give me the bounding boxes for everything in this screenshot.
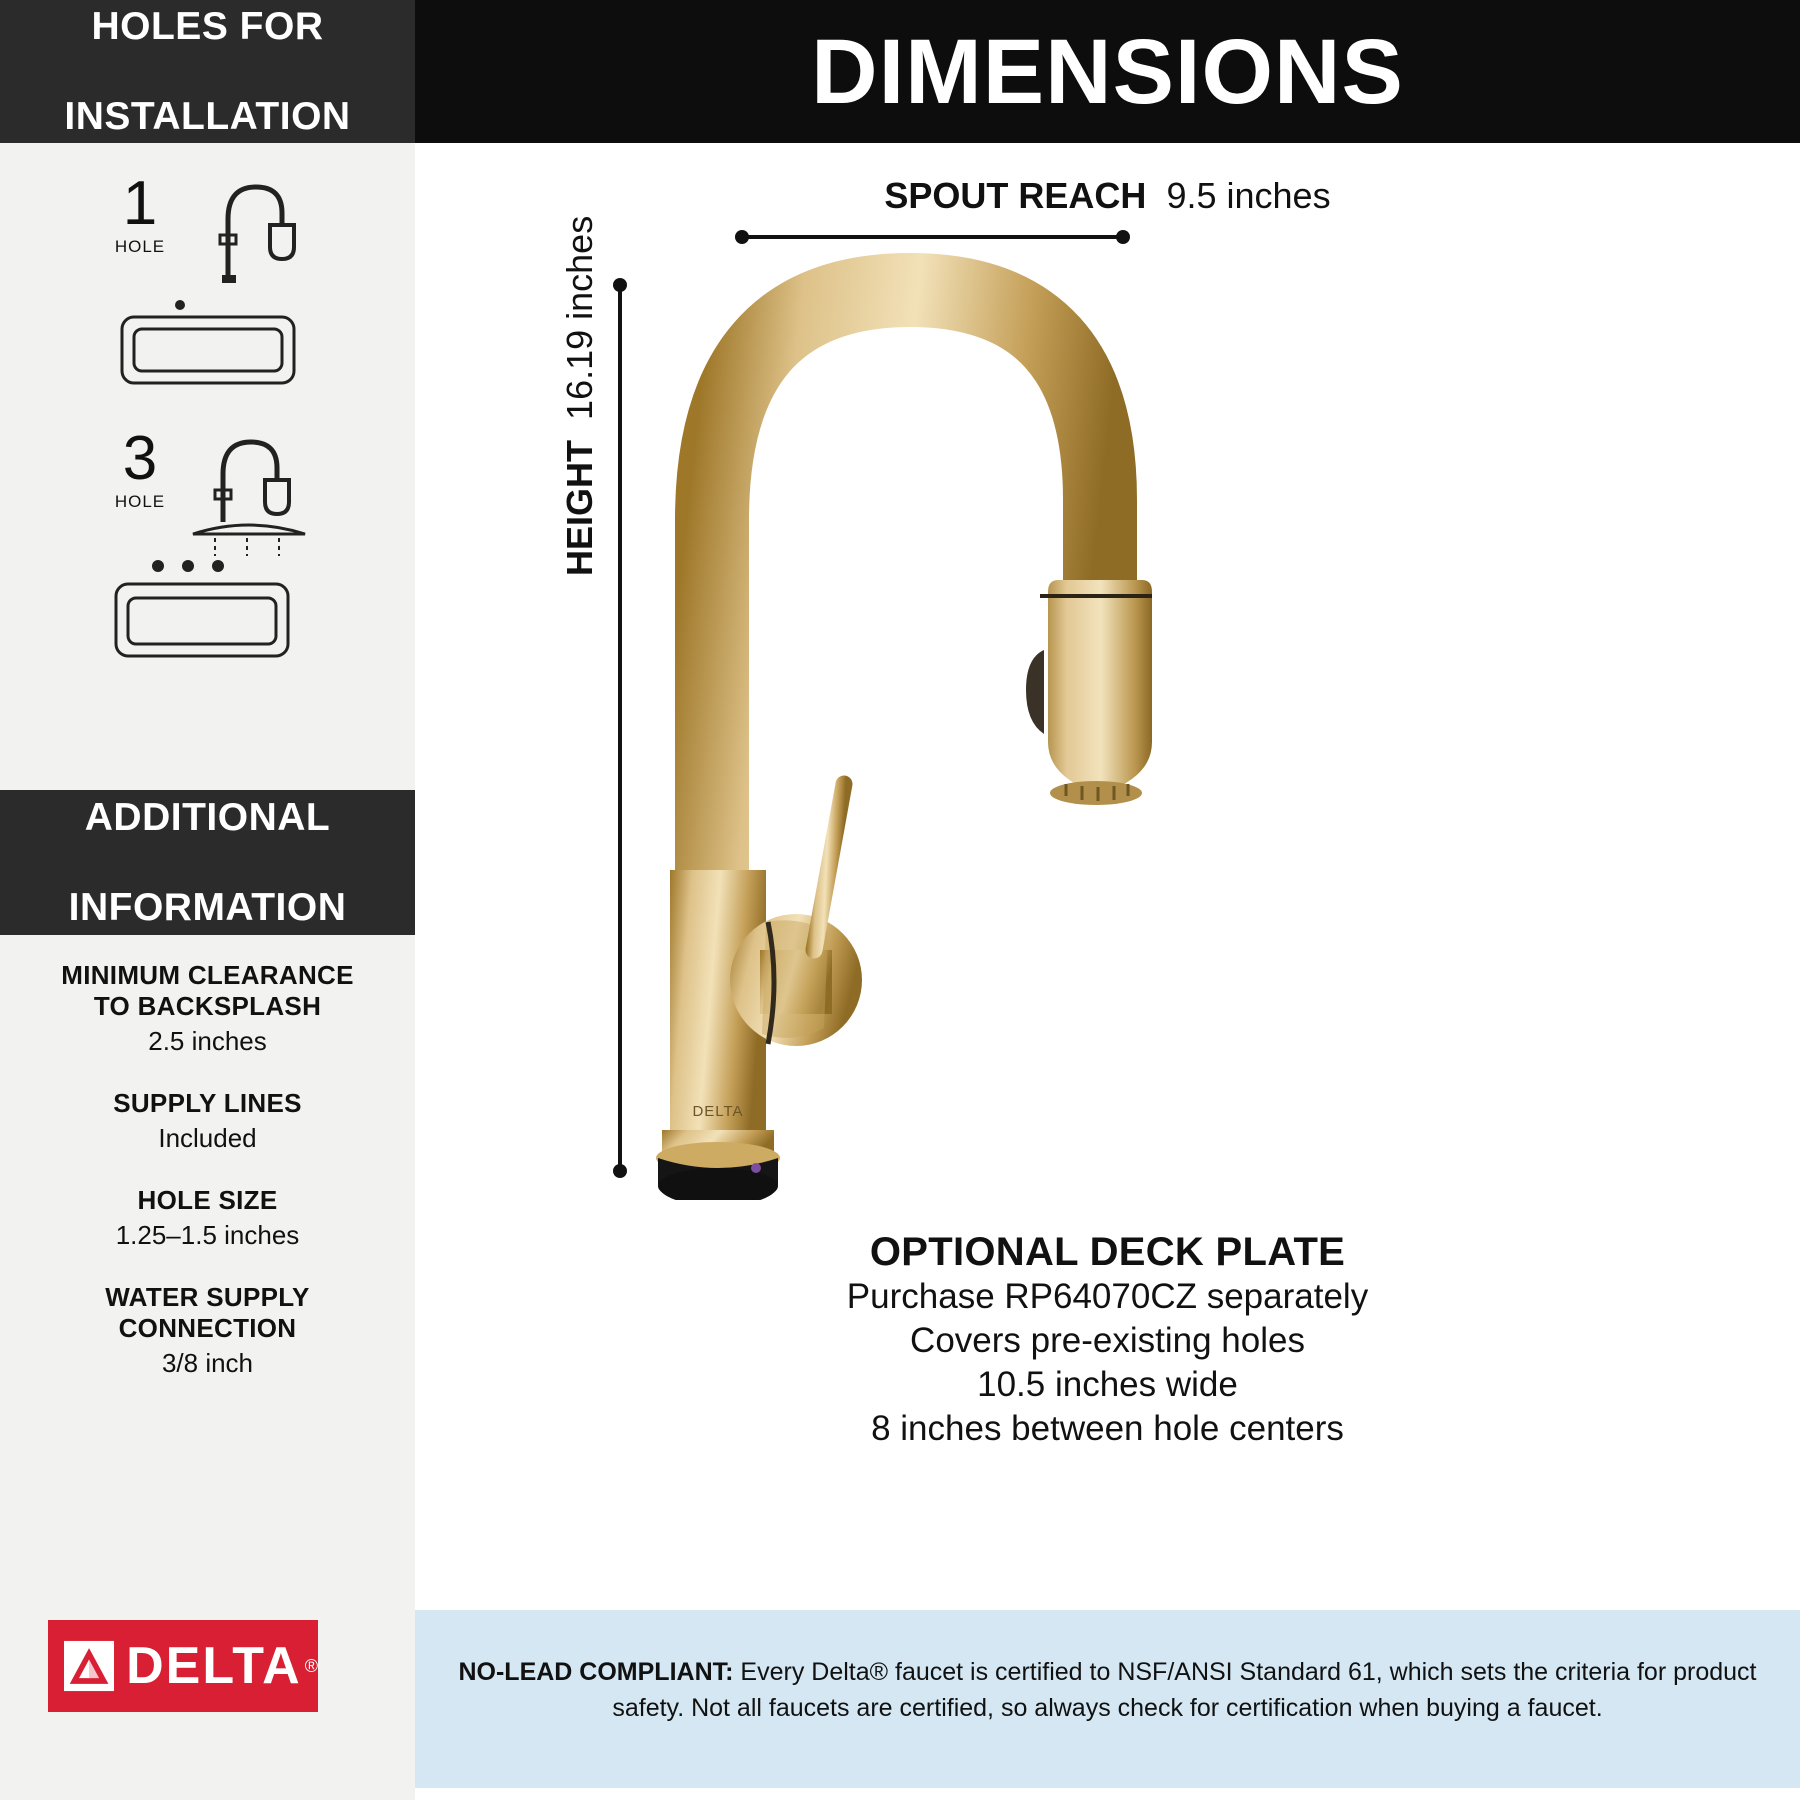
optional-deck-plate-block (415, 1230, 1800, 1451)
dimension-endpoint-left (735, 230, 749, 244)
holes-header-line1: HOLES FOR (91, 5, 324, 48)
sink-outline-icon-3 (112, 556, 292, 666)
page-title: DIMENSIONS (811, 20, 1404, 123)
faucet-drawing (600, 250, 1300, 1200)
info-item-hole-size (0, 1185, 415, 1252)
holes-for-installation-header (0, 0, 415, 143)
spout-reach-title: SPOUT REACH (884, 175, 1147, 216)
dimension-endpoint-right (1116, 230, 1130, 244)
info-value: 3/8 inch (161, 1348, 254, 1378)
hole-option-3 (0, 424, 415, 700)
additional-information-list (0, 960, 415, 1410)
delta-registered-mark: ® (304, 1655, 318, 1676)
additional-header-line1: ADDITIONAL (84, 796, 331, 839)
spout-reach-value: 9.5 inches (1166, 175, 1331, 216)
info-title-line1: SUPPLY LINES (113, 1088, 302, 1118)
height-value: 16.19 inches (559, 215, 600, 420)
faucet-illustration (600, 250, 1300, 1200)
holes-header-line2: INSTALLATION (64, 95, 351, 138)
holes-header-text (64, 4, 350, 139)
deck-plate-title: OPTIONAL DECK PLATE (869, 1230, 1346, 1274)
spout-reach-dimension-line (735, 230, 1130, 244)
sidebar (0, 0, 415, 1800)
dimensions-header (415, 0, 1800, 143)
height-title: HEIGHT (559, 439, 600, 576)
delta-logo (48, 1620, 318, 1712)
deck-plate-line-3: 10.5 inches wide (977, 1365, 1238, 1404)
dimension-bar (742, 235, 1123, 239)
info-title-line1: WATER SUPPLY (105, 1282, 310, 1312)
product-brand-mark: DELTA (692, 1103, 744, 1120)
info-title-line2: TO BACKSPLASH (93, 991, 322, 1021)
no-lead-body: Every Delta® faucet is certified to NSF/ANSI Standard 61, which sets the criteria for product safety. Not all faucets are certified, so always check for certification when buying a faucet. (612, 1658, 1757, 1722)
info-title-line2: CONNECTION (118, 1313, 297, 1343)
sink-outline-icon-1 (118, 297, 298, 389)
footer-bottom-strip (415, 1788, 1800, 1800)
info-item-minimum-clearance (0, 960, 415, 1058)
delta-wordmark: DELTA (126, 1637, 302, 1695)
spout-reach-label (415, 175, 1800, 217)
faucet-outline-icon-1 (190, 175, 320, 285)
hole-option-3-count (100, 424, 180, 512)
height-label (559, 215, 601, 576)
info-title-line1: HOLE SIZE (137, 1185, 278, 1215)
info-value: Included (158, 1123, 257, 1153)
info-title-line1: MINIMUM CLEARANCE (61, 960, 354, 990)
hole-count-word: HOLE (114, 237, 166, 256)
deck-plate-line-4: 8 inches between hole centers (871, 1409, 1344, 1448)
no-lead-compliant-banner (415, 1610, 1800, 1800)
info-value: 2.5 inches (148, 1026, 267, 1056)
hole-option-1 (0, 169, 415, 435)
no-lead-text (415, 1610, 1800, 1726)
info-value: 1.25–1.5 inches (115, 1220, 300, 1250)
hole-option-1-count (100, 169, 180, 257)
additional-information-header (0, 790, 415, 935)
no-lead-label: NO-LEAD COMPLIANT: (458, 1658, 734, 1686)
hole-count-word: HOLE (114, 492, 166, 511)
info-item-water-supply-connection (0, 1282, 415, 1380)
additional-header-line2: INFORMATION (68, 886, 347, 929)
additional-header-text (69, 795, 347, 930)
delta-triangle-icon (64, 1631, 114, 1701)
deck-plate-line-1: Purchase RP64070CZ separately (846, 1277, 1369, 1316)
faucet-outline-icon-3 (185, 430, 335, 560)
deck-plate-line-2: Covers pre-existing holes (910, 1321, 1305, 1360)
info-item-supply-lines (0, 1088, 415, 1155)
hole-count-number: 1 (122, 169, 158, 238)
hole-count-number: 3 (122, 424, 158, 493)
